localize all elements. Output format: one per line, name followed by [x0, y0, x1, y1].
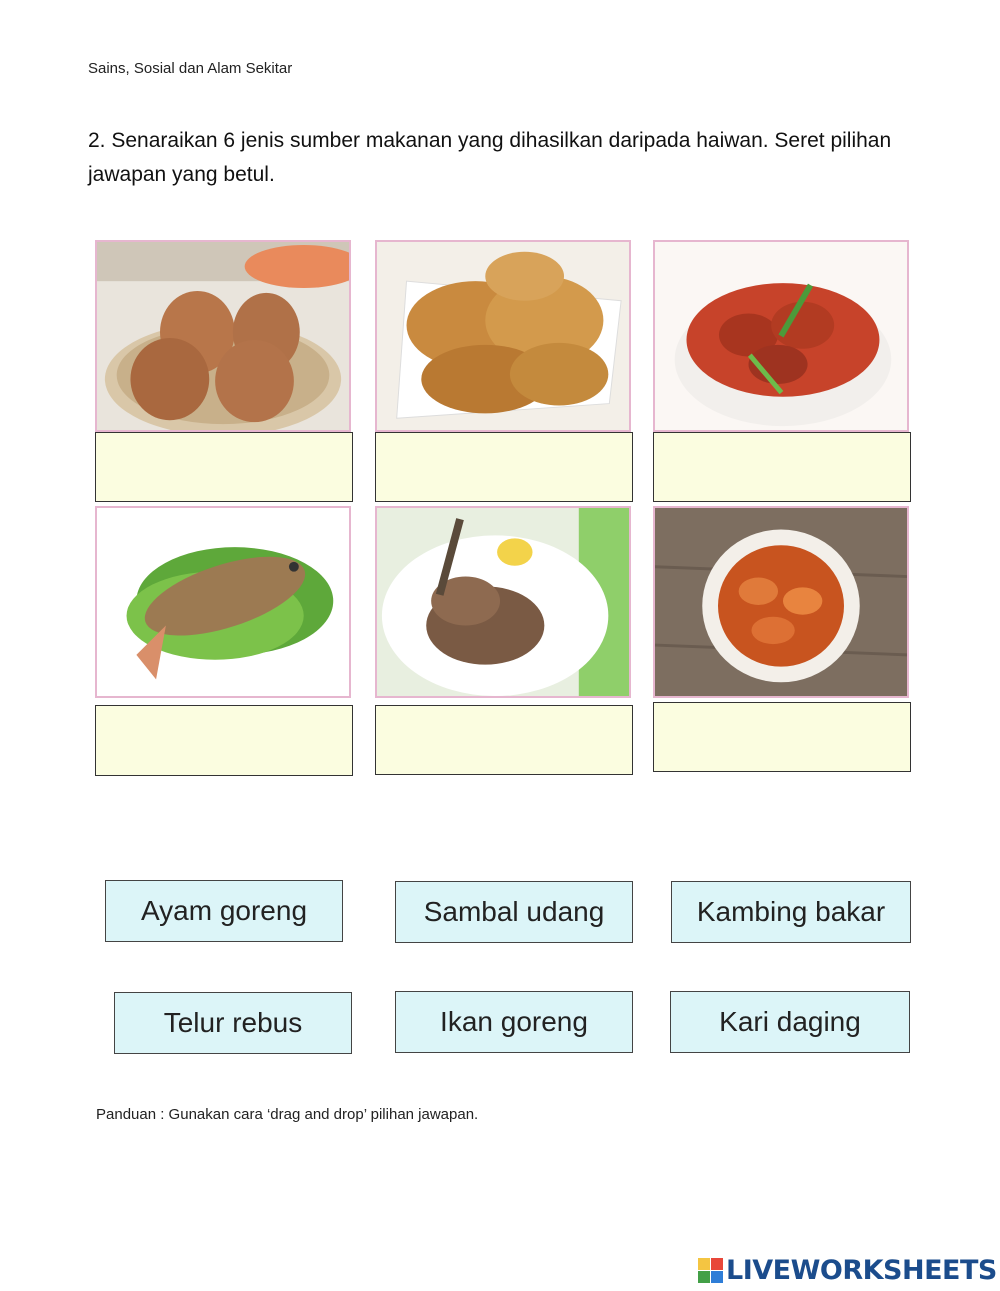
choice-telur-rebus[interactable]: Telur rebus — [114, 992, 352, 1054]
choice-kambing-bakar[interactable]: Kambing bakar — [671, 881, 911, 943]
drop-target-6[interactable] — [653, 702, 911, 772]
drop-target-5[interactable] — [375, 705, 633, 775]
boiled-eggs-photo — [95, 240, 351, 432]
drop-target-3[interactable] — [653, 432, 911, 502]
liveworksheets-logo[interactable] — [698, 1255, 997, 1286]
instructions-text: Panduan : Gunakan cara ‘drag and drop’ pilihan jawapan. — [96, 1106, 479, 1123]
grilled-lamb-photo — [375, 506, 631, 698]
choice-ayam-goreng[interactable]: Ayam goreng — [105, 880, 343, 942]
fried-chicken-photo — [375, 240, 631, 432]
worksheet-subject: Sains, Sosial dan Alam Sekitar — [88, 60, 293, 77]
drop-target-4[interactable] — [95, 705, 353, 776]
fried-fish-photo — [95, 506, 351, 698]
logo-text: LIVEWORKSHEETS — [726, 1255, 997, 1286]
question-text: 2. Senaraikan 6 jenis sumber makanan yang dihasilkan daripada haiwan. Seret pilihan jawapan yang betul. — [88, 129, 892, 186]
choice-sambal-udang[interactable]: Sambal udang — [395, 881, 633, 943]
sambal-prawn-photo — [653, 506, 909, 698]
curry-meat-photo — [653, 240, 909, 432]
liveworksheets-logo-icon — [698, 1258, 723, 1283]
choice-ikan-goreng[interactable]: Ikan goreng — [395, 991, 633, 1053]
drop-target-1[interactable] — [95, 432, 353, 502]
choice-kari-daging[interactable]: Kari daging — [670, 991, 910, 1053]
drop-target-2[interactable] — [375, 432, 633, 502]
